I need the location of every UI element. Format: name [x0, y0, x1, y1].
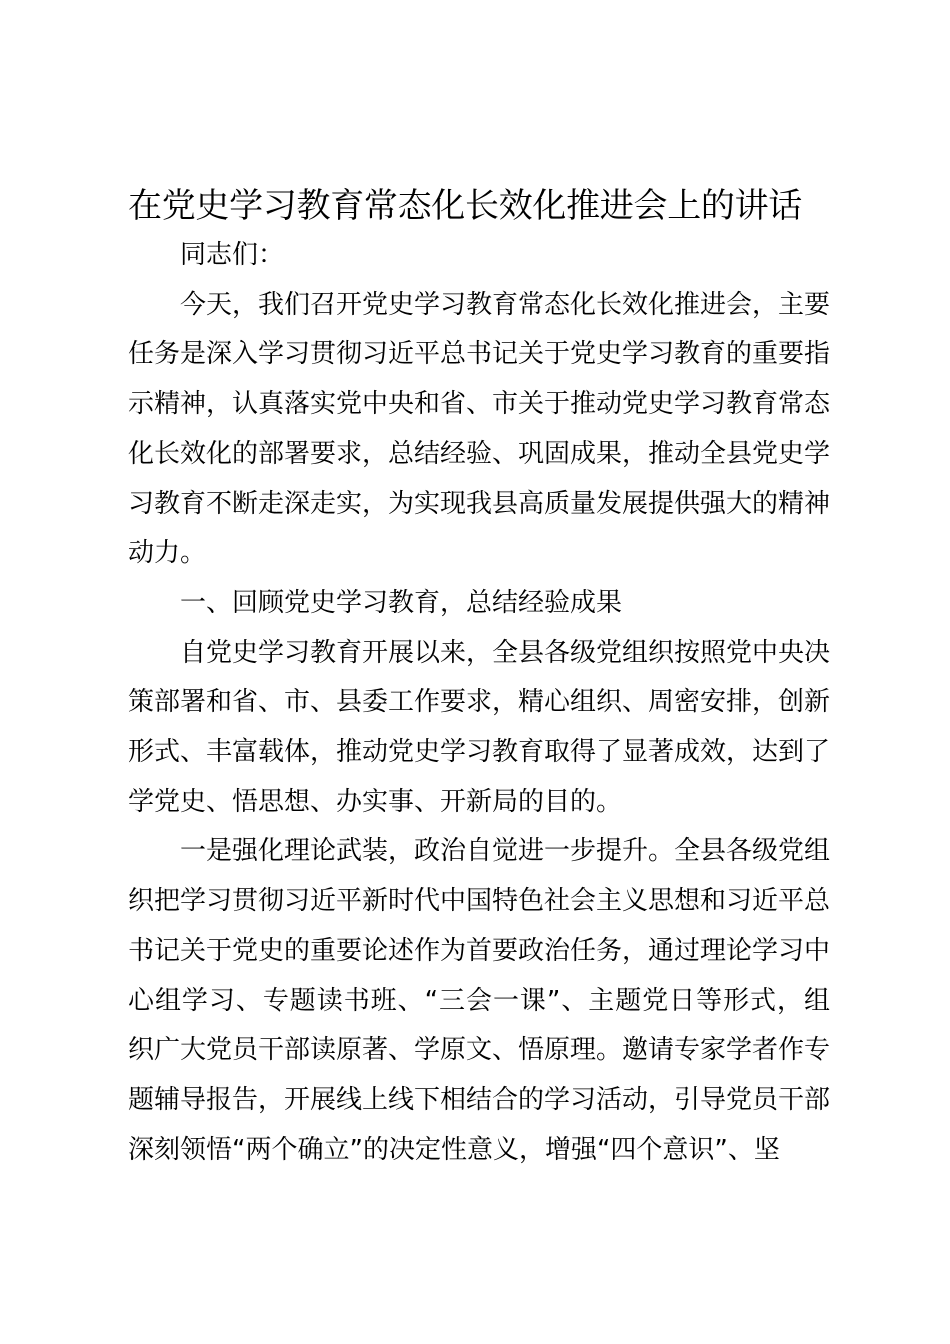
- document-title: 在党史学习教育常态化长效化推进会上的讲话: [128, 186, 802, 226]
- document-page: [128, 183, 830, 1175]
- paragraph-review: 自党史学习教育开展以来，全县各级党组织按照党中央决策部署和省、市、县委工作要求，精心组织、周密安排，创新形式、丰富载体，推动党史学习教育取得了显著成效，达到了学党史、悟思想、办实事、开新局的目的。: [128, 637, 831, 817]
- section-heading-1: 一、回顾党史学习教育，总结经验成果: [180, 587, 623, 618]
- salutation: 同志们：: [180, 240, 285, 270]
- paragraph-point-1: 一是强化理论武装，政治自觉进一步提升。全县各级党组织把学习贯彻习近平新时代中国特色社会主义思想和习近平总书记关于党史的重要论述作为首要政治任务，通过理论学习中心组学习、专题读书班、“三会一课”、主题党日等形式，组织广大党员干部读原著、学原文、悟原理。邀请专家学者作专题辅导报告，开展线上线下相结合的学习活动，引导党员干部深刻领悟“两个确立”的决定性意义，增强“四个意识”、坚: [128, 836, 831, 1165]
- paragraph-intro: 今天，我们召开党史学习教育常态化长效化推进会，主要任务是深入学习贯彻习近平总书记关于党史学习教育的重要指示精神，认真落实党中央和省、市关于推动党史学习教育常态化长效化的部署要求，总结经验、巩固成果，推动全县党史学习教育不断走深走实，为实现我县高质量发展提供强大的精神动力。: [128, 289, 831, 569]
